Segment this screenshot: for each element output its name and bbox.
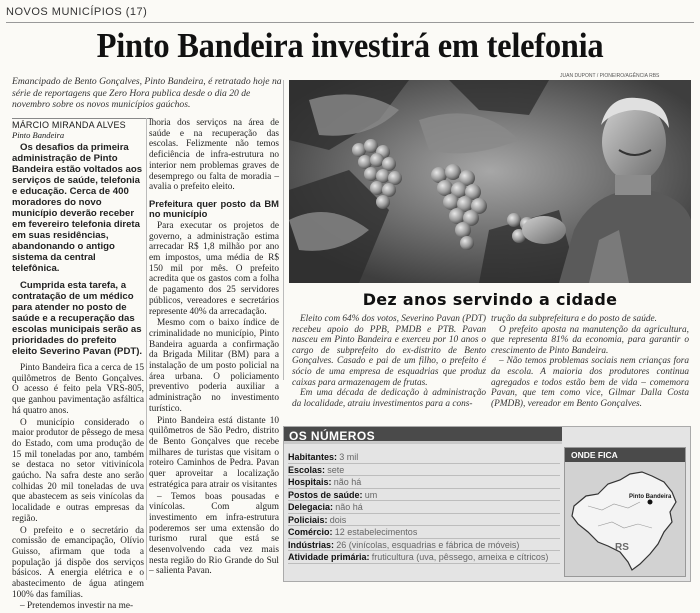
article-column-2 [149,118,279,578]
photo-caption-right [491,314,689,409]
fact-value: fruticultura (uva, pêssego, ameixa e cítricos) [371,552,549,562]
map-state-label: RS [615,542,629,553]
fact-row [288,489,560,502]
photo-grapes-and-mayor [289,80,691,283]
lead-paragraph: Cumprida esta tarefa, a contratação de um médico para atender no posto de saúde e a recuperação das escolas municipais serão as prioridades do prefeito eleito Severino Pavan (PDT). [12,280,143,357]
map-title: ONDE FICA [565,448,685,462]
fact-value: dois [329,514,347,525]
fact-row [288,514,560,527]
fact-row [288,501,560,514]
rs-state-map [568,466,682,574]
fact-value: sete [327,464,345,475]
lead-paragraph: Os desafios da primeira administração de Pinto Bandeira estão voltados aos serviços de saúde, telefonia e educação. Cerca de 400 moradores do novo município deverão receber em fevereiro telefonia direta em suas residências, abandonando o antigo sistema da central telefônica. [12,142,143,274]
photo-caption-left [292,314,486,409]
article-column-1 [12,142,144,613]
fact-row [288,539,560,552]
caption-paragraph: Eleito com 64% dos votos, Severino Pavan (PDT) recebeu apoio do PPB, PMDB e PTB. Pavan nasceu em Pinto Bandeira e exerceu por 10 anos o cargo de subprefeito do ex-distrito de Bento Gonçalves. Casado e pai de um filho, o prefeito é sócio de uma empresa de esquadrias que produz caixas para armazenagem de frutas. [292,314,486,388]
top-rule [6,22,694,23]
standfirst: Emancipado de Bento Gonçalves, Pinto Bandeira, é retratado hoje na série de reportagens que Zero Hora publica desde o dia 20 de novembro sobre os novos municípios gaúchos. [12,76,282,111]
fact-row [288,476,560,489]
fact-label: Hospitais: [288,477,332,487]
body-paragraph: Para executar os projetos de governo, a administração estima arrecadar R$ 1,8 milhão por ano em impostos, uma média de R$ 150 mil por mês. O prefeito acredita que os gastos com a folha de pagamento dos 25 servidores públicos, vereadores e secretários represente 40% da arrecadação. [149,220,279,317]
caption-paragraph: O prefeito aposta na manutenção da agricultura, que representa 81% da economia, para garantir o crescimento de Pinto Bandeira. [491,324,689,356]
column-divider [146,118,147,580]
fact-value: não há [333,477,362,487]
photo-credit: JUAN DUPONT / PIONEIRO/AGÊNCIA RBS [560,73,660,79]
facts-box [283,426,691,582]
fact-label: Habitantes: [288,452,338,462]
facts-list [288,451,560,564]
fact-label: Atividade primária: [288,552,370,562]
column-divider [283,80,284,380]
fact-label: Delegacia: [288,502,334,512]
photo-title: Dez anos servindo a cidade [362,290,618,309]
fact-row [288,451,560,464]
byline [12,118,152,140]
fact-value: 26 (vinícolas, esquadrias e fábrica de móveis) [336,539,520,550]
fact-value: 12 estabelecimentos [334,527,418,537]
fact-row [288,526,560,539]
body-paragraph: O município considerado o maior produtor de pêssego de mesa do Estado, com uma produção de 15 mil toneladas por ano, também se destaca no setor vitivinícola gaúcho. Na safra deste ano serão colhidas 20 mil toneladas de uva que abastecem as seis vinícolas da localidade e outras empresas da região. [12,417,144,524]
fact-label: Policiais: [288,514,328,525]
body-paragraph: Pinto Bandeira está distante 10 quilômetros de São Pedro, distrito de Bento Gonçalves que recebe milhares de turistas que visitam o roteiro Caminhos de Pedra. Pavan quer aproveitar a localização estratégica para atrair os visitantes [149,415,279,490]
fact-label: Escolas: [288,464,326,475]
fact-value: não há [335,502,363,512]
fact-label: Comércio: [288,527,333,537]
section-kicker: NOVOS MUNICÍPIOS (17) [6,6,148,18]
fact-label: Postos de saúde: [288,489,363,500]
author-name: MÁRCIO MIRANDA ALVES [12,118,152,130]
body-paragraph: – Pretendemos investir na me- [20,601,134,612]
fact-row [288,464,560,477]
body-paragraph: Mesmo com o baixo índice de criminalidade no município, Pinto Bandeira aguarda a confirmação da Brigada Militar (BM) para a instalação de um posto policial na área urbana. O policiamento preventivo poderia auxiliar a administração no investimento turístico. [149,318,279,414]
caption-paragraph: trução da subprefeitura e do posto de saúde. [491,314,657,324]
facts-box-title: OS NÚMEROS [284,427,562,444]
body-paragraph: Pinto Bandeira fica a cerca de 15 quilômetros de Bento Gonçalves. O acesso é feito pela VRS-805, que ganhou pavimentação asfáltica há quatro anos. [12,363,144,416]
subheading: Prefeitura quer posto da BM no município [149,197,279,220]
fact-value: 3 mil [339,452,359,462]
article-photo [289,80,691,283]
fact-value: um [364,489,378,500]
headline: Pinto Bandeira investirá em telefonia [96,26,604,65]
body-paragraph: – Temos boas pousadas e vinícolas. Com algum investimento em infra-estrutura poderemos ser uma extensão do turismo rural que está se desenvolvendo cada vez mais nesta região do Rio Grande do Sul – salienta Pavan. [149,491,279,577]
location-map [564,447,686,577]
fact-row [288,551,560,564]
body-paragraph: O prefeito e o secretário da comissão de emancipação, Olívio Guisso, afirmam que toda a população já dispõe dos serviços básicos. A energia elétrica e o abastecimento de água atingem 100% das famílias. [12,525,144,600]
map-place-label: Pinto Bandeira [629,494,672,500]
fact-label: Indústrias: [288,539,335,550]
byline-place: Pinto Bandeira [12,130,65,140]
caption-paragraph: – Não temos problemas sociais nem crianças fora da escola. A maioria dos produtores continua agregados e todos estão bem de vida – comemora Pavan, que tem como vice, Gilmar Dalla Costa (PMDB), vereador em Bento Gonçalves. [491,356,689,409]
body-paragraph: lhoria dos serviços na área de saúde e na recuperação das escolas. Felizmente não temos deficiência de infra-estrutura no interior nem problemas graves de desemprego ou falta de moradia – avalia o prefeito eleito. [149,118,279,193]
caption-paragraph: Em uma década de dedicação à administração da localidade, atraiu investimentos para a cons- [292,388,486,409]
